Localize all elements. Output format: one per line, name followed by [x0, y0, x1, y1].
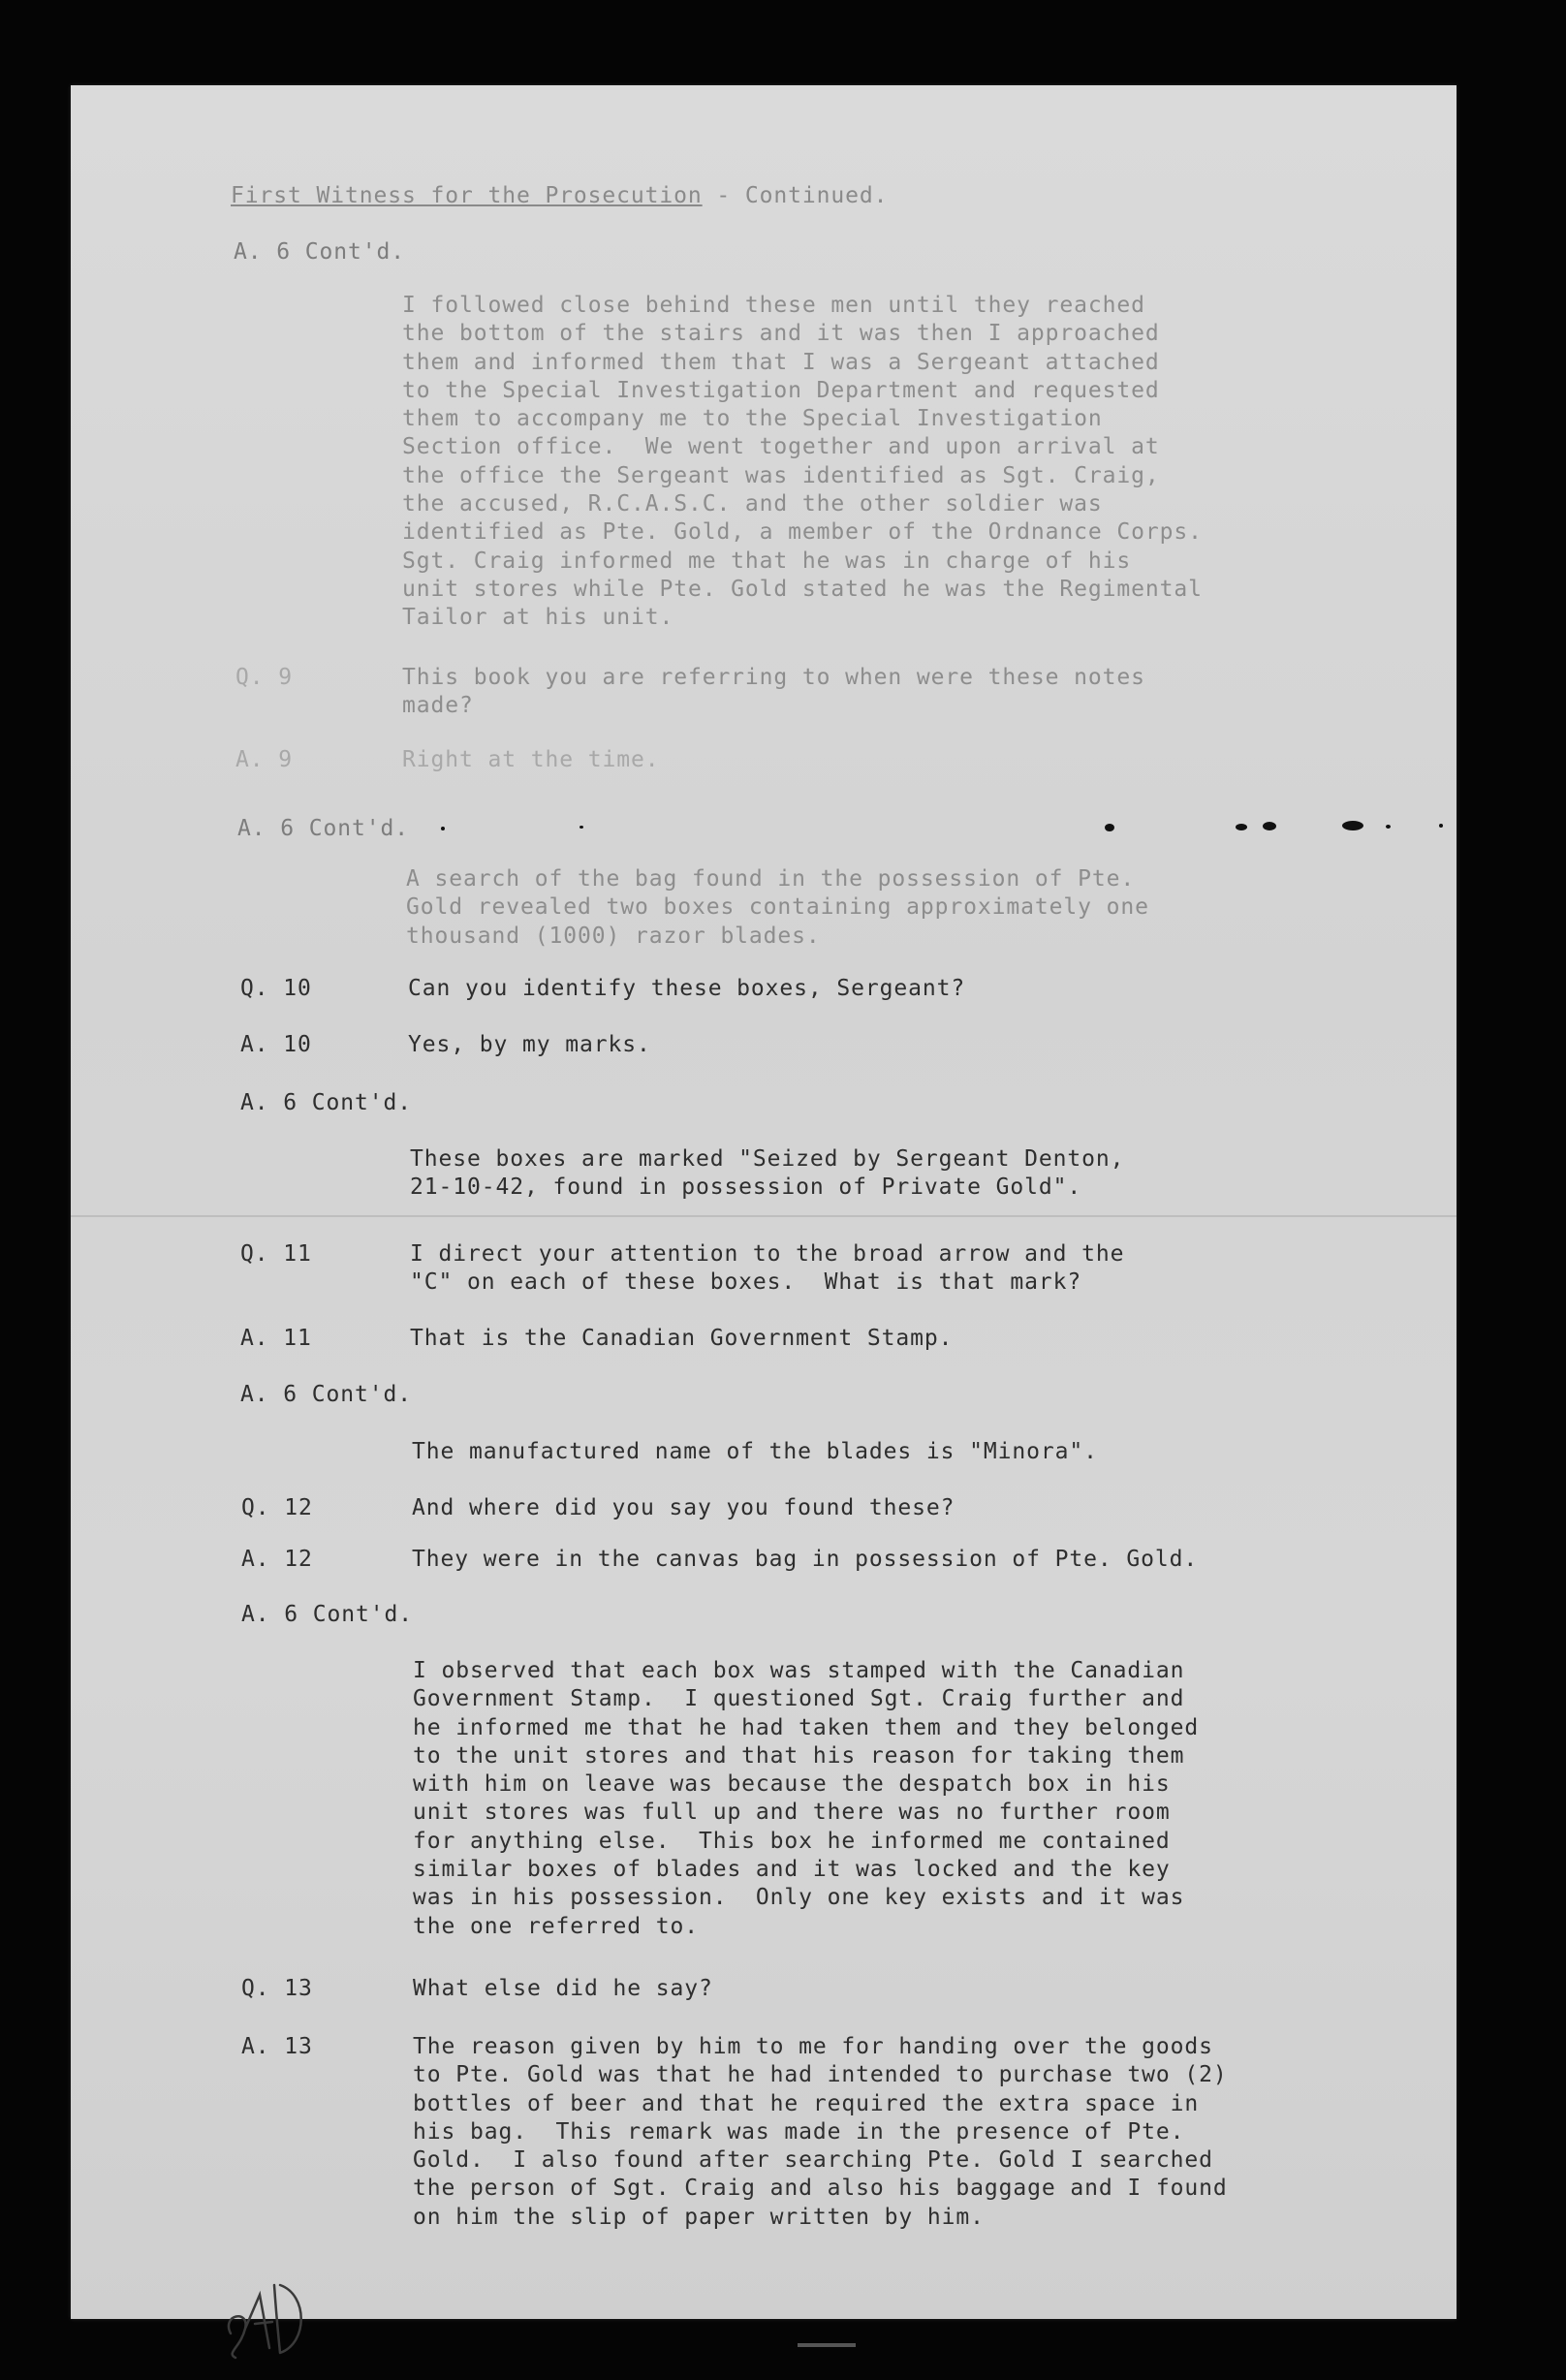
paragraph-line: was in his possession. Only one key exists and it was — [413, 1885, 1185, 1911]
testimony-paragraph — [406, 865, 1149, 951]
paragraph-line: to the unit stores and that his reason for taking them — [413, 1742, 1185, 1769]
page-heading — [231, 182, 888, 210]
paragraph-line: he informed me that he had taken them and they belonged — [413, 1714, 1200, 1740]
paragraph-line: Section office. We went together and upon arrival at — [402, 434, 1160, 460]
paragraph-line: to Pte. Gold was that he had intended to purchase two (2) — [413, 2062, 1228, 2088]
paragraph-line: These boxes are marked "Seized by Sergeant Denton, — [410, 1146, 1125, 1172]
paragraph-line: with him on leave was because the despatch box in his — [413, 1771, 1171, 1798]
answer-text: The manufactured name of the blades is "Minora". — [412, 1439, 1098, 1464]
paragraph-line: Sgt. Craig informed me that he was in charge of his — [402, 548, 1132, 574]
question-text: And where did you say you found these? — [412, 1495, 955, 1520]
answer-label: A. 6 Cont'd. — [240, 1382, 412, 1407]
question-text: What else did he say? — [413, 1976, 713, 2001]
paragraph-line: A search of the bag found in the possession of Pte. — [406, 866, 1136, 892]
testimony-paragraph — [410, 1145, 1124, 1203]
question-text — [402, 664, 1145, 721]
paragraph-line: them to accompany me to the Special Investigation — [402, 406, 1103, 432]
paragraph-line: the office the Sergeant was identified as Sgt. Craig, — [402, 462, 1160, 488]
answer-label: A. 9 — [235, 747, 293, 772]
paragraph-line: the one referred to. — [413, 1913, 699, 1939]
question-label: Q. 13 — [241, 1976, 313, 2001]
question-label: Q. 11 — [240, 1241, 312, 1267]
paragraph-line: similar boxes of blades and it was locked and the key — [413, 1857, 1171, 1883]
paragraph-line: the accused, R.C.A.S.C. and the other soldier was — [402, 491, 1103, 517]
paragraph-line: them and informed them that I was a Sergeant attached — [402, 349, 1160, 375]
paragraph-line: unit stores while Pte. Gold stated he was the Regimental — [402, 576, 1203, 602]
paragraph-line: 21-10-42, found in possession of Private Gold". — [410, 1174, 1082, 1201]
paragraph-line: to the Special Investigation Department and requested — [402, 377, 1160, 403]
paragraph-line: for anything else. This box he informed me contained — [413, 1828, 1171, 1854]
paragraph-line: The reason given by him to me for handing over the goods — [413, 2034, 1213, 2059]
paragraph-line: Gold revealed two boxes containing approximately one — [406, 894, 1149, 921]
handwritten-initials — [216, 2256, 332, 2372]
question-label: Q. 10 — [240, 976, 312, 1001]
paragraph-line: his bag. This remark was made in the presence of Pte. — [413, 2118, 1185, 2145]
question-line: "C" on each of these boxes. What is that mark? — [410, 1269, 1082, 1296]
answer-label: A. 12 — [241, 1547, 313, 1572]
answer-label: A. 6 Cont'd. — [234, 239, 405, 265]
answer-label: A. 10 — [240, 1032, 312, 1057]
paragraph-line: on him the slip of paper written by him. — [413, 2204, 985, 2230]
paragraph-line: Government Stamp. I questioned Sgt. Craig further and — [413, 1686, 1185, 1712]
paragraph-line: the person of Sgt. Craig and also his baggage and I found — [413, 2176, 1228, 2202]
page-fold — [71, 1215, 1456, 1217]
answer-text: That is the Canadian Government Stamp. — [410, 1326, 954, 1351]
testimony-paragraph — [413, 2033, 1228, 2232]
paragraph-line: I observed that each box was stamped with the Canadian — [413, 1658, 1185, 1683]
document-page — [71, 85, 1456, 2319]
paragraph-line: thousand (1000) razor blades. — [406, 923, 821, 949]
bottom-mark — [798, 2343, 856, 2347]
question-text — [410, 1240, 1124, 1298]
question-label: Q. 9 — [235, 665, 293, 690]
paragraph-line: Tailor at his unit. — [402, 605, 674, 631]
answer-text: Right at the time. — [402, 747, 660, 772]
question-text: Can you identify these boxes, Sergeant? — [408, 976, 966, 1001]
question-label: Q. 12 — [241, 1495, 313, 1520]
question-line: I direct your attention to the broad arrow and the — [410, 1241, 1125, 1267]
paragraph-line: I followed close behind these men until they reached — [402, 293, 1145, 318]
paragraph-line: the bottom of the stairs and it was then I approached — [402, 321, 1160, 347]
question-line: This book you are referring to when were these notes — [402, 665, 1145, 690]
paragraph-line: unit stores was full up and there was no further room — [413, 1800, 1171, 1826]
testimony-paragraph — [413, 1657, 1199, 1941]
heading-title: First Witness for the Prosecution — [231, 183, 703, 208]
answer-text: They were in the canvas bag in possession of Pte. Gold. — [412, 1547, 1199, 1572]
answer-label: A. 13 — [241, 2034, 313, 2059]
paragraph-line: Gold. I also found after searching Pte. Gold I searched — [413, 2147, 1213, 2174]
paragraph-line: identified as Pte. Gold, a member of the Ordnance Corps. — [402, 519, 1203, 546]
answer-label: A. 6 Cont'd. — [241, 1602, 413, 1627]
answer-label: A. 6 Cont'd. — [237, 816, 409, 841]
answer-text: Yes, by my marks. — [408, 1032, 651, 1057]
answer-label: A. 6 Cont'd. — [240, 1090, 412, 1115]
question-line: made? — [402, 693, 474, 719]
answer-label: A. 11 — [240, 1326, 312, 1351]
paragraph-line: bottles of beer and that he required the extra space in — [413, 2090, 1200, 2116]
heading-suffix: - Continued. — [702, 183, 889, 208]
testimony-paragraph — [402, 292, 1203, 633]
